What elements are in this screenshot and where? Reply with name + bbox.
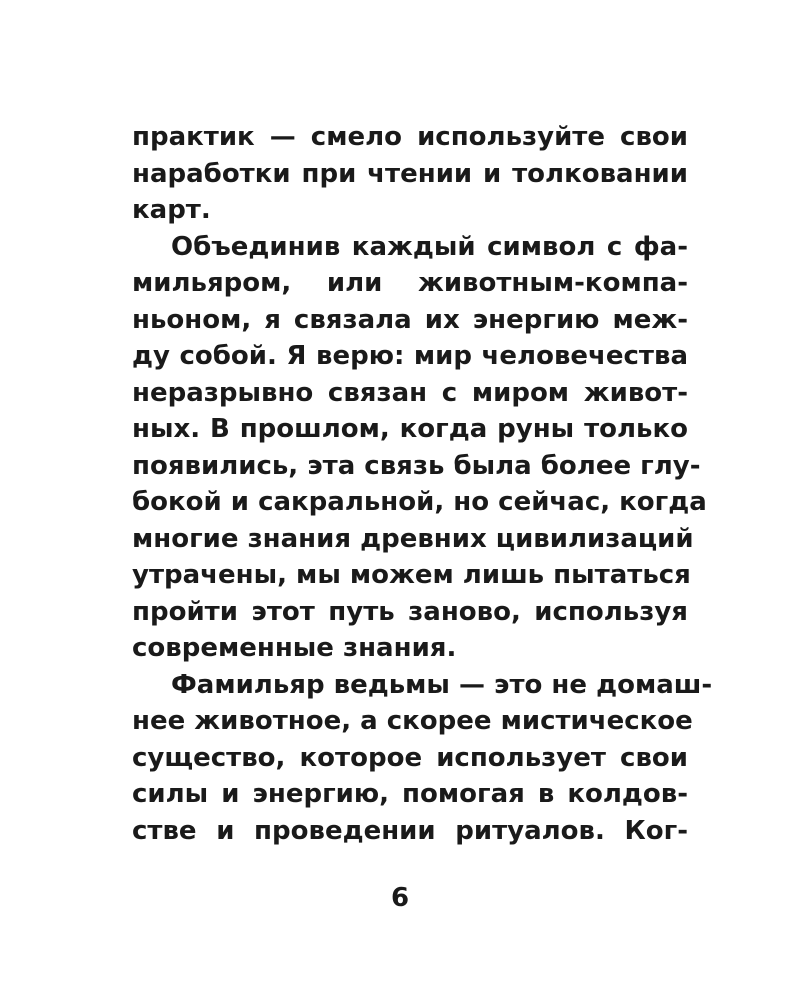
text-line: современные знания. xyxy=(132,633,457,663)
text-line: ду собой. Я верю: мир человечества xyxy=(132,341,688,371)
text-line: появились, эта связь была более глу- xyxy=(132,450,701,481)
text-line: практик — смело используйте свои xyxy=(132,122,688,152)
text-line: ньоном, я связала их энергию меж- xyxy=(132,304,688,335)
text-line: Фамильяр ведьмы — это не домаш- xyxy=(171,669,713,700)
text-line: неразрывно связан с миром живот- xyxy=(132,377,688,408)
text-line: многие знания древних цивилизаций xyxy=(132,523,694,554)
text-line: мильяром, или животным-компа- xyxy=(132,268,688,298)
text-line: Объединив каждый символ с фа- xyxy=(171,231,688,262)
text-line: бокой и сакральной, но сейчас, когда xyxy=(132,487,707,517)
text-line: силы и энергию, помогая в колдов- xyxy=(132,779,688,809)
body-text xyxy=(132,119,713,849)
text-line: ных. В прошлом, когда руны только xyxy=(132,414,688,444)
text-line: наработки при чтении и толковании xyxy=(132,158,688,189)
text-line: карт. xyxy=(132,195,211,225)
text-line: пройти этот путь заново, используя xyxy=(132,596,688,627)
text-line: стве и проведении ритуалов. Ког- xyxy=(132,815,688,846)
text-line: нее животное, а скорее мистическое xyxy=(132,706,693,736)
page-number: 6 xyxy=(390,883,410,913)
text-line: утрачены, мы можем лишь пытаться xyxy=(132,560,691,590)
text-line: существо, которое использует свои xyxy=(132,742,688,773)
